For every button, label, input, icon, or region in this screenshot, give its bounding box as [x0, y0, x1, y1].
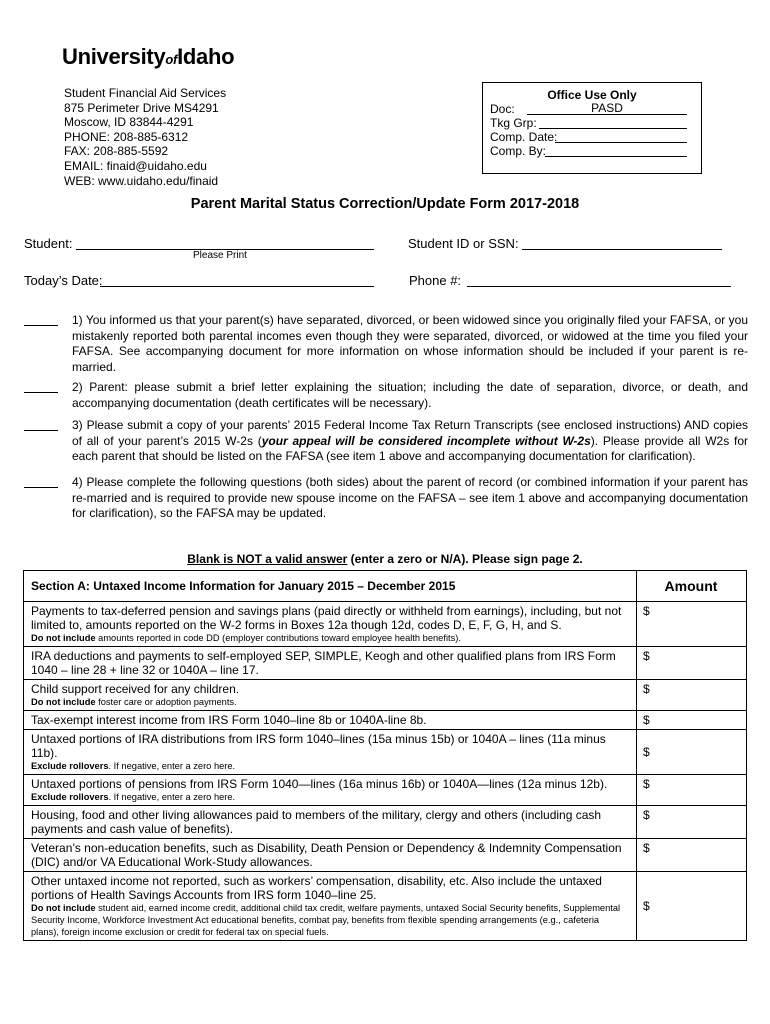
item-4-text: 4) Please complete the following questions (both sides) about the parent of record (or combined information if your parent has re-married and is required to provide new spouse income on the FAFSA – see item 1 above and accompanying documentation for clarification), so the FAFSA may be updated.	[72, 475, 748, 520]
item-1-check-blank[interactable]	[24, 315, 58, 326]
row-text: Untaxed portions of IRA distributions from IRS form 1040–lines (15a minus 15b) or 1040A – lines (11a minus 11b).	[31, 732, 606, 760]
doc-label: Doc:	[490, 102, 515, 116]
item-4-check-blank[interactable]	[24, 477, 58, 488]
amount-field[interactable]: $	[637, 730, 747, 775]
table-row	[24, 839, 747, 872]
university-logo: UniversityofIdaho	[62, 44, 235, 69]
address-line: EMAIL: finaid@uidaho.edu	[64, 158, 207, 173]
row-note: Exclude rollovers. If negative, enter a zero here.	[31, 761, 236, 771]
table-row	[24, 806, 747, 839]
item-3-text: 3) Please submit a copy of your parents’ 2015 Federal Income Tax Return Transcripts (see enclosed instructions) AND copies of all of your parent’s 2015 W-2s (your appeal will be considered incomplete without W-2s). Please provide all W2s for each parent that should be listed on the FAFSA (see item 1 above and accompanying documentation for clarification).	[72, 418, 749, 463]
table-row	[24, 680, 747, 711]
table-row	[24, 872, 747, 941]
instruction-item-4	[24, 475, 748, 522]
comp-by-label: Comp. By:	[490, 144, 547, 158]
todays-date-label: Today’s Date:	[24, 273, 103, 288]
student-id-field[interactable]	[522, 235, 722, 250]
item-3-check-blank[interactable]	[24, 420, 58, 431]
instruction-item-2	[24, 380, 748, 411]
doc-field[interactable]: PASD	[527, 101, 687, 115]
phone-field[interactable]	[467, 272, 731, 287]
row-note: Do not include foster care or adoption payments.	[31, 697, 237, 707]
row-text: Other untaxed income not reported, such as workers’ compensation, disability, etc. Also include the untaxed portions of Health Savings Accounts from IRS form 1040–line 25.	[31, 874, 602, 902]
comp-date-label: Comp. Date:	[490, 130, 558, 144]
student-name-field[interactable]	[76, 235, 374, 250]
amount-field[interactable]: $	[637, 647, 747, 680]
address-line: WEB: www.uidaho.edu/finaid	[64, 173, 219, 188]
amount-header: Amount	[637, 571, 747, 602]
office-use-title: Office Use Only	[547, 88, 637, 102]
amount-field[interactable]: $	[637, 711, 747, 730]
item-1-text: 1) You informed us that your parent(s) have separated, divorced, or been widowed since you originally filed your FAFSA, or you mistakenly reported both parental incomes even though they were separated, divorced, or widowed at the time you filed your FAFSA. See accompanying document for more information on whose information should be included if your parent is re-married.	[72, 313, 748, 374]
student-label: Student:	[24, 236, 73, 251]
amount-field[interactable]: $	[637, 602, 747, 647]
section-a-header: Section A: Untaxed Income Information for January 2015 – December 2015	[24, 571, 637, 602]
section-a-header-row	[24, 571, 747, 602]
tkg-grp-field[interactable]	[539, 115, 687, 129]
amount-field[interactable]: $	[637, 872, 747, 941]
amount-field[interactable]: $	[637, 839, 747, 872]
row-text: Child support received for any children.	[31, 682, 240, 696]
table-row	[24, 775, 747, 806]
blank-answer-note: Blank is NOT a valid answer (enter a zero or N/A). Please sign page 2.	[187, 552, 583, 566]
instruction-item-3	[24, 418, 748, 465]
table-row	[24, 711, 747, 730]
amount-field[interactable]: $	[637, 680, 747, 711]
amount-field[interactable]: $	[637, 775, 747, 806]
row-text: Tax-exempt interest income from IRS Form 1040–line 8b or 1040A-line 8b.	[31, 713, 427, 727]
row-text: Untaxed portions of pensions from IRS Form 1040—lines (16a minus 16b) or 1040A—lines (12a minus 12b).	[31, 777, 608, 791]
amount-field[interactable]: $	[637, 806, 747, 839]
phone-label: Phone #:	[409, 273, 462, 288]
row-note: Do not include amounts reported in code DD (employer contributions toward employee health benefits).	[31, 633, 461, 643]
item-2-check-blank[interactable]	[24, 382, 58, 393]
table-row	[24, 730, 747, 775]
please-print-note: Please Print	[193, 250, 247, 261]
row-text: Payments to tax-deferred pension and savings plans (paid directly or withheld from earnings), including, but not limited to, amounts reported on the W-2 forms in Boxes 12a though 12d, codes D, E, F, G, H, and S.	[31, 604, 622, 632]
address-line: PHONE: 208-885-6312	[64, 129, 189, 144]
row-text: Housing, food and other living allowances paid to members of the military, clergy and others (including cash payments and cash value of benefits).	[31, 808, 602, 836]
row-text: IRA deductions and payments to self-employed SEP, SIMPLE, Keogh and other qualified plans from IRS Form 1040 – line 28 + line 32 or 1040A – line 17.	[31, 649, 616, 677]
section-a-table	[23, 570, 747, 941]
office-use-box	[482, 82, 702, 174]
tkg-grp-label: Tkg Grp:	[490, 116, 537, 130]
row-text: Veteran’s non-education benefits, such as Disability, Death Pension or Dependency & Indemnity Compensation (DIC) and/or VA Educational Work-Study allowances.	[31, 841, 622, 869]
row-note: Exclude rollovers. If negative, enter a zero here.	[31, 792, 236, 802]
comp-date-field[interactable]	[555, 129, 687, 143]
address-line: FAX: 208-885-5592	[64, 144, 169, 159]
instruction-item-1	[24, 313, 748, 375]
table-row	[24, 647, 747, 680]
student-id-label: Student ID or SSN:	[408, 236, 519, 251]
table-row	[24, 602, 747, 647]
address-line: Moscow, ID 83844-4291	[64, 115, 194, 130]
item-3-emphasis: your appeal will be considered incomplete without W-2s	[261, 433, 591, 448]
address-line: 875 Perimeter Drive MS4291	[64, 100, 219, 115]
address-block	[64, 86, 226, 188]
item-2-text: 2) Parent: please submit a brief letter explaining the situation; including the date of separation, divorce, or death, and accompanying documentation (death certificates will be necessary).	[72, 380, 748, 410]
address-line: Student Financial Aid Services	[64, 86, 227, 100]
todays-date-field[interactable]	[100, 272, 374, 287]
row-note: Do not include student aid, earned income credit, additional child tax credit, welfare payments, untaxed Social Security benefits, Supplemental Security Income, Workforce Investment Act educational benefits, combat pay, benefits from flexible spending arrangements (e.g., cafeteria plans), foreign income exclusion or credit for federal tax on special fuels.	[31, 903, 621, 937]
comp-by-field[interactable]	[545, 143, 687, 157]
form-title: Parent Marital Status Correction/Update Form 2017-2018	[190, 196, 580, 212]
